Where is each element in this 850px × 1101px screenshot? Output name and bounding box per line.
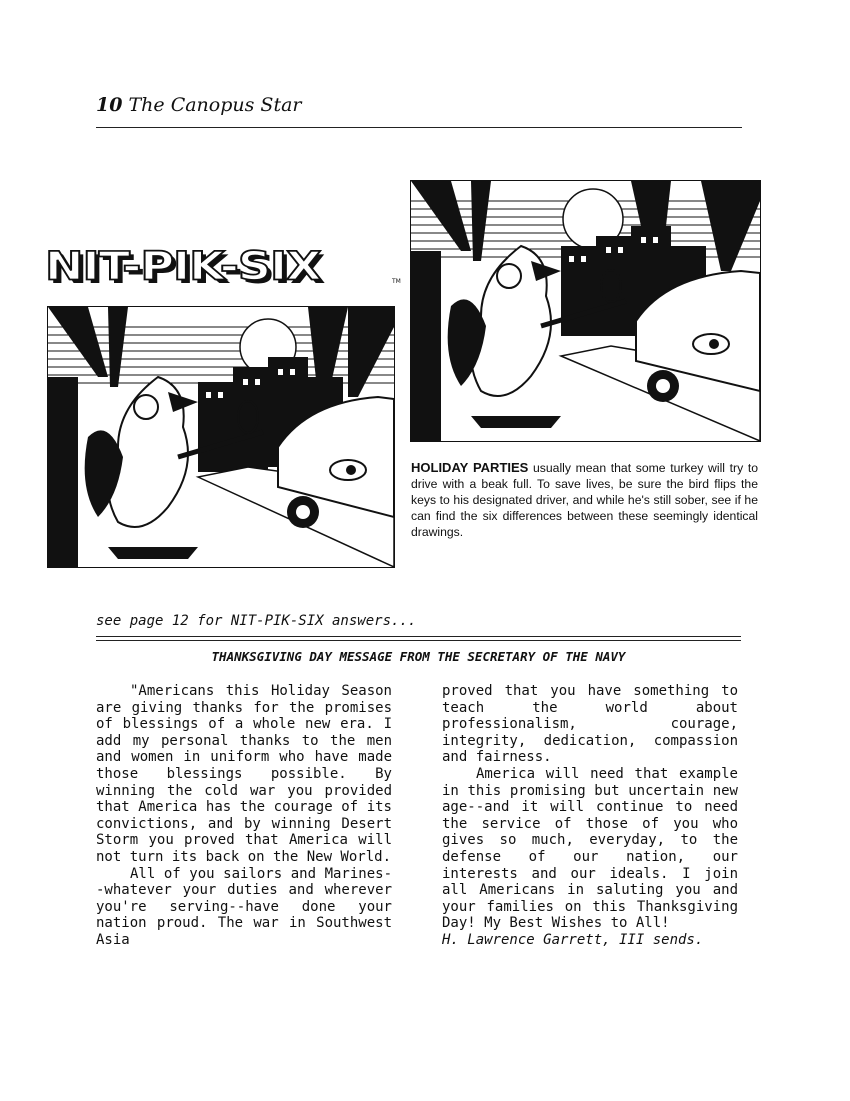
caption-body: usually mean that some turkey will try to drive with a beak full. To save lives, be sure the bird flips the keys to his designated driver, and while he's still sober, see if he can find the six differences between these seemingly identical drawings. [411, 461, 759, 539]
turkey-cartoon-illustration [48, 307, 394, 567]
cartoon-panel-right [410, 180, 761, 442]
turkey-cartoon-illustration [411, 181, 760, 441]
trademark-mark: TM [392, 278, 401, 285]
message-column-left [96, 683, 392, 949]
answers-note: see page 12 for NIT-PIK-SIX answers... [96, 613, 417, 629]
puzzle-caption [411, 460, 758, 540]
message-paragraph: America will need that example in this promising but uncertain new age--and it will continue to need the service of those of you who gives so much, everyday, to the defense of our nation, our interests and our ideals. I join all Americans in saluting you and your families on this Thanksgiving Day! My Best Wishes to All! [442, 765, 738, 932]
message-signature: H. Lawrence Garrett, III sends. [442, 931, 704, 948]
caption-lead: HOLIDAY PARTIES [411, 460, 529, 475]
message-column-right [442, 683, 738, 949]
message-paragraph: proved that you have something to teach the world about professionalism, courage, integrity, dedication, compassion and fairness. [442, 683, 738, 766]
cartoon-panel-left [47, 306, 395, 568]
nit-pik-six-logo: NIT-PIK-SIX [45, 243, 321, 289]
message-title: THANKSGIVING DAY MESSAGE FROM THE SECRETARY OF THE NAVY [211, 649, 626, 664]
message-paragraph: All of you sailors and Marines--whatever your duties and wherever you're serving--have done your nation proud. The war in Southwest Asia [96, 865, 392, 948]
page-header [96, 94, 302, 116]
page-number: 10 [96, 94, 123, 116]
section-divider [96, 636, 741, 641]
message-paragraph: "Americans this Holiday Season are giving thanks for the promises of blessings of a whole new era. I add my personal thanks to the men and women in uniform who have made those blessings possible. By winning the cold war you provided that America has the courage of its convictions, and by winning Desert Storm you proved that America will not turn its back on the New World. [96, 683, 392, 865]
publication-title: The Canopus Star [128, 94, 302, 116]
header-rule [96, 127, 742, 128]
